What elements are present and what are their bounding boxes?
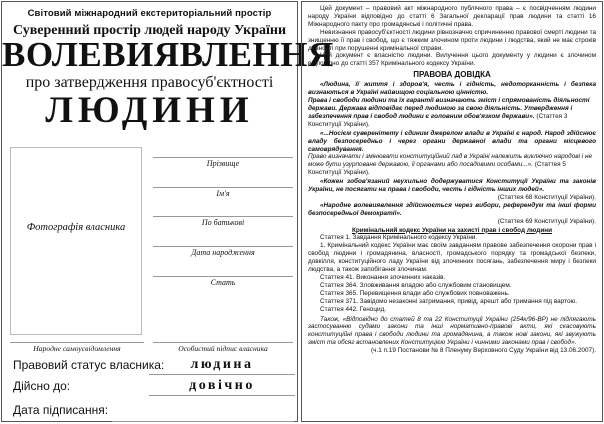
field-surname[interactable]	[153, 157, 293, 170]
intro-paragraph-3: Цей документ є власністю людини. Вилучення цього документу у людини є злочином відповідно до статті 357 Кримінального кодексу України.	[308, 52, 596, 68]
field-surname-label: Прізвище	[206, 159, 240, 168]
criminal-article-1: Статтея 1. Завдання Кримінального кодексу України.	[320, 234, 478, 242]
legal-reference-heading: ПРАВОВА ДОВІДКА	[413, 70, 491, 80]
field-sex[interactable]	[153, 276, 293, 289]
criminal-article-371: Статтея 371. Завідомо незаконні затримання, привід, арешт або тримання під вартою.	[320, 297, 578, 305]
document-title-people: ЛЮДИНИ	[45, 90, 254, 131]
legal-status-value: людина	[149, 356, 295, 375]
criminal-article-364: Статтея 364. Зловживання владою або службовим становищем.	[320, 281, 512, 289]
quote-art5-ref: (Статтея 5 Конституції України).	[308, 161, 566, 177]
photo-box[interactable]	[10, 147, 142, 335]
header-line-2: Суверенний простір людей народу України	[12, 23, 287, 38]
quote-art68-ref: (Статтея 68 Конституції України).	[497, 193, 596, 201]
field-first-name-label: Ім'я	[216, 189, 230, 198]
criminal-code-heading: Кримінальний кодекс України на захисті прав і свобод людини	[351, 226, 553, 234]
closing-paragraph: Також, «Відповідно до статей 8 та 22 Конституції України (254к/96-ВР) не підлягають застосуванню судами закони та інші нормативно-правові акти, які скасовують конституційні права і свободи людини та громадянина, а також нові закони, які звужують зміст та обсяг встановлених Конституцією України і чинними законами прав і свобод».	[308, 315, 596, 347]
signing-date-line[interactable]	[112, 421, 294, 422]
field-patronymic-label: По батькові	[201, 218, 245, 227]
right-page	[301, 1, 603, 422]
photo-label: Фотографія власника	[26, 222, 126, 233]
self-awareness-label: Народне самоусвідомлення	[33, 344, 121, 353]
document-title: ВОЛЕВИЯВЛЕННЯ	[2, 35, 334, 74]
criminal-article-1-text: 1. Кримінальний кодекс України має своїм завданням правове забезпечення охорони прав і свобод людини і громадянина, власності, громадського порядку та громадської безпеки, довкілля, конституційного ладу України від злочинних посягань, забезпечення миру і безпеки людства, а також запобігання злочинам.	[308, 242, 596, 274]
field-birth-date[interactable]	[153, 246, 293, 259]
quote-art69: «Народне волевиявлення здійснюється через вибори, референдум та інші форми безпосередньої демократії».	[308, 201, 596, 217]
intro-paragraph-2: Невизнання правосуб'єктності людини рівнозначно спричиненню правової смерті людини та знищенню її прав і свобод, що є тяжким злочином проти людини і людства, який не має строків давності при порушенні кримінальної справи.	[308, 28, 596, 52]
quote-art5-b: Право визначати і змінювати конституційний лад в Україні належить виключно народові і не може бути узурповане державою, її органами або посадовими особами...».	[308, 153, 593, 169]
field-patronymic[interactable]	[153, 216, 293, 229]
quote-art3-a: «Людина, її життя і здоров'я, честь і гідність, недоторканність і безпека визнаються в Україні найвищою соціальною цінністю.	[308, 81, 596, 97]
signing-date-label: Дата підписання:	[13, 403, 109, 417]
quote-art3-ref: (Статтея 3 Конституції України).	[308, 112, 568, 128]
document-subtitle: про затвердження правосуб'єктності	[25, 74, 274, 91]
field-first-name[interactable]	[153, 187, 293, 200]
criminal-article-41: Статтея 41. Виконання злочинних наказів.	[320, 274, 446, 281]
legal-status-label: Правовий статус власника:	[13, 358, 165, 372]
owner-signature-line[interactable]	[153, 342, 293, 354]
field-sex-label: Стать	[210, 278, 236, 287]
left-page	[1, 1, 334, 422]
self-awareness-line[interactable]	[10, 342, 144, 354]
criminal-article-442: Статтея 442. Геноцид.	[320, 305, 387, 313]
valid-until-label: Дійсно до:	[13, 379, 71, 393]
closing-reference: (ч.1 п.19 Постанови № 8 Пленуму Верховного Суду України від 13.06.2007).	[371, 347, 596, 355]
intro-paragraph-1: Цей документ – правовий акт міжнародного публічного права – є посвідченням людини народу України відповідно до статті 6 Загальної декларації прав людини та статті 16 Міжнародного пакту про громадянські і політичні права.	[308, 5, 596, 28]
owner-signature-label: Особистий підпис власника	[178, 344, 268, 353]
quote-art3-b: Права і свободи людини та їх гарантії визначають зміст і спрямованість діяльності держави. Держава відповідає перед людиною за свою діяльність. Утвердження і забезпечення прав і свобод людини є головним обов'язком держави».	[308, 97, 590, 120]
quote-art5-a: «...Носієм суверенітету і єдиним джерелом влади в Україні є народ. Народ здійснює владу безпосередньо і через органи державної влади та органи місцевого самоврядування.	[308, 129, 596, 153]
field-birth-date-label: Дата народження	[191, 248, 255, 257]
valid-until-value: довічно	[149, 377, 295, 396]
quote-art69-ref: (Статтея 69 Конституції України).	[497, 217, 596, 225]
header-line-1: Світовий міжнародний екстериторіальний простір	[27, 8, 272, 19]
quote-art68: «Кожен зобов'язаний неухильно додержуватися Конституції України та законів України, не посягати на права і свободи, честь і гідність інших людей».	[308, 178, 596, 194]
criminal-article-365: Статтея 365. Перевищення влади або службових повноважень.	[320, 289, 510, 297]
